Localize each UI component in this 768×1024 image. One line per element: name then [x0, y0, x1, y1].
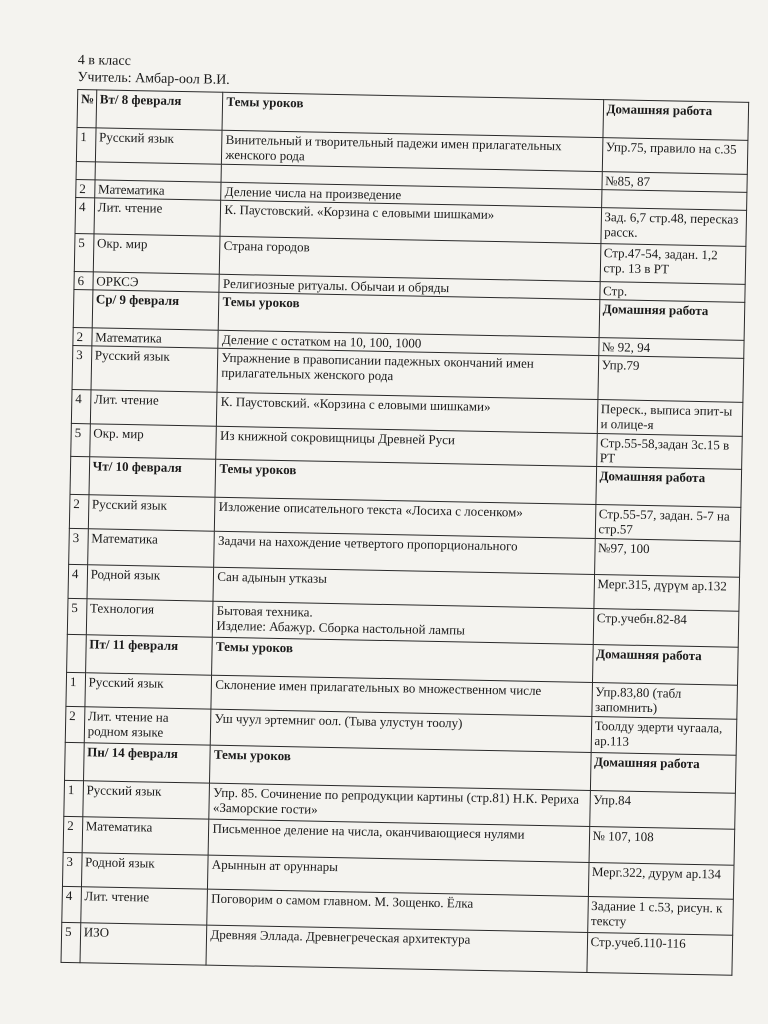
lesson-number: 1: [66, 672, 85, 706]
lesson-number: 3: [72, 345, 92, 389]
lesson-subject: Математика: [92, 328, 219, 348]
lesson-homework: Стр.55-58,задан 3с.15 в РТ: [596, 434, 742, 470]
lesson-subject: ИЗО: [80, 923, 207, 965]
homework-table-body: [61, 90, 749, 976]
lesson-subject: Математика: [94, 180, 221, 200]
lesson-homework: Стр.47-54, задан. 1,2 стр. 13 в РТ: [600, 244, 746, 285]
lesson-number: 1: [76, 127, 95, 161]
class-label: 4 в класс: [77, 52, 132, 70]
lesson-subject: Технология: [86, 599, 213, 637]
lesson-number: 4: [75, 197, 94, 233]
lesson-topic: Древняя Эллада. Древнегреческая архитектура: [206, 925, 587, 972]
lesson-number: 1: [64, 780, 83, 816]
number-column-header: [73, 289, 92, 327]
lesson-topic: Религиозные ритуалы. Обычаи и обряды: [219, 274, 599, 299]
lesson-homework: Упр.79: [597, 356, 743, 403]
lesson-subject: Родной язык: [81, 853, 208, 889]
lesson-number: 3: [69, 528, 88, 564]
lesson-topic: Страна городов: [220, 236, 601, 281]
lesson-homework: Задание 1 с.53, рисун. к тексту: [587, 896, 733, 935]
lesson-topic: Винительный и творительный падежи имен прилагательных женского рода: [222, 130, 603, 171]
lesson-subject: Русский язык: [83, 781, 210, 819]
lesson-homework: Мерг.322, дурум ар.134: [588, 862, 734, 899]
lesson-homework: Стр.учебн.82-84: [593, 608, 739, 647]
lesson-topic: Изложение описательного текста «Лосиха с лосенком»: [215, 497, 596, 538]
lesson-homework: № 107, 108: [589, 826, 735, 865]
lesson-number: 4: [68, 564, 87, 598]
lesson-subject: Русский язык: [95, 128, 222, 164]
lesson-number: 3: [62, 852, 81, 886]
lesson-topic: Арыннын ат оруннары: [208, 855, 589, 896]
lesson-subject: Лит. чтение: [94, 198, 221, 236]
lesson-subject: Родной язык: [87, 565, 214, 601]
topics-column-header: Темы уроков: [210, 745, 591, 790]
lesson-homework: Мерг.315, дүрүм ар.132: [593, 575, 739, 612]
homework-column-header: Домашняя работа: [592, 644, 738, 685]
homework-column-header: Домашняя работа: [595, 467, 741, 508]
lesson-topic: Деление числа на произведение: [221, 182, 601, 207]
lesson-topic: Бытовая техника. Изделие: Абажур. Сборка настольной лампы: [213, 601, 594, 644]
number-column-header: №: [77, 90, 96, 128]
day-date: Чт/ 10 февраля: [89, 457, 216, 497]
lesson-homework: №97, 100: [594, 539, 740, 578]
topics-column-header: Темы уроков: [219, 292, 600, 337]
lesson-homework: Упр.75, правило на с.35: [602, 138, 748, 175]
lesson-homework: Переск., выписа эпит-ы и олице-я: [597, 400, 743, 437]
number-column-header: [70, 456, 89, 494]
lesson-number: 4: [62, 886, 81, 922]
lesson-topic: Деление с остатком на 10, 100, 1000: [218, 330, 598, 355]
homework-table: [61, 89, 750, 976]
lesson-topic: Письменное деление на числа, оканчивающиеся нулями: [209, 819, 590, 862]
lesson-topic: Из книжной сокровищницы Древней Руси: [216, 426, 597, 466]
lesson-number: 5: [74, 233, 93, 271]
lesson-subject: Русский язык: [88, 495, 215, 531]
topics-column-header: Темы уроков: [222, 92, 603, 137]
lesson-number: 2: [76, 179, 95, 197]
schedule-sheet: [61, 52, 750, 976]
lesson-subject: Математика: [87, 529, 214, 567]
lesson-topic: К. Паустовский. «Корзина с еловыми шишками»: [217, 392, 598, 433]
lesson-homework: Стр.55-57, задан. 5-7 на стр.57: [595, 505, 741, 542]
topics-column-header: Темы уроков: [215, 459, 596, 504]
lesson-homework: Зад. 6,7 стр.48, пересказ расск.: [600, 208, 746, 247]
lesson-homework: Стр.: [599, 282, 745, 303]
lesson-number: [76, 161, 95, 179]
lesson-topic: Упражнение в правописании падежных окончаний имен прилагательных женского рода: [217, 348, 598, 399]
lesson-number: 4: [71, 389, 90, 423]
lesson-number: 5: [71, 423, 90, 456]
lesson-topic: Задачи на нахождение четвертого пропорционального: [214, 531, 595, 574]
lesson-subject: Лит. чтение: [90, 390, 217, 426]
lesson-topic: Сан адынын утказы: [213, 567, 594, 608]
lesson-subject: Математика: [82, 817, 209, 855]
lesson-number: 2: [65, 706, 84, 742]
lesson-number: 2: [69, 494, 88, 528]
lesson-topic: Склонение имен прилагательных во множественном числе: [211, 675, 592, 716]
lesson-number: 5: [67, 598, 86, 634]
lesson-topic: Уш чуул эртемниг оол. (Тыва улустун тоолу): [211, 709, 592, 752]
lesson-topic: Поговорим о самом главном. М. Зощенко. Ёлка: [207, 889, 588, 932]
lesson-topic: Упр. 85. Сочинение по репродукции картины (стр.81) Н.К. Рериха «Заморские гости»: [209, 783, 590, 826]
lesson-topic: К. Паустовский. «Корзина с еловыми шишками»: [220, 200, 601, 243]
lesson-homework: Стр.учеб.110-116: [586, 932, 732, 975]
lesson-subject: ОРКСЭ: [93, 272, 220, 292]
homework-column-header: Домашняя работа: [599, 300, 745, 341]
number-column-header: [67, 634, 86, 672]
lesson-subject: Окр. мир: [93, 234, 220, 274]
lesson-number: 2: [63, 816, 82, 852]
lesson-number: 5: [61, 922, 80, 962]
day-date: Вт/ 8 февраля: [96, 90, 223, 130]
lesson-homework: № 92, 94: [598, 338, 744, 359]
lesson-subject: Окр. мир: [89, 424, 216, 459]
lesson-homework: Упр.83,80 (табл запомнить): [591, 682, 737, 719]
number-column-header: [65, 742, 84, 780]
lesson-subject: Русский язык: [85, 673, 212, 709]
lesson-homework: Упр.84: [589, 790, 735, 829]
homework-column-header: Домашняя работа: [603, 100, 749, 141]
day-date: Пт/ 11 февраля: [85, 635, 212, 675]
teacher-label: Учитель: Амбар-оол В.И.: [77, 69, 230, 88]
homework-column-header: Домашняя работа: [590, 752, 736, 793]
day-date: Ср/ 9 февраля: [92, 290, 219, 330]
lesson-homework: Тоолду эдерти чугаала, ар.113: [591, 716, 737, 755]
lesson-subject: Русский язык: [91, 346, 219, 392]
lesson-number: 6: [74, 271, 93, 289]
lesson-homework: №85, 87: [602, 172, 748, 193]
lesson-subject: Лит. чтение на родном языке: [84, 707, 211, 745]
day-date: Пн/ 14 февраля: [83, 743, 210, 783]
lesson-subject: [95, 162, 222, 182]
lesson-subject: Лит. чтение: [80, 887, 207, 925]
lesson-number: 2: [73, 327, 92, 345]
topics-column-header: Темы уроков: [212, 637, 593, 682]
